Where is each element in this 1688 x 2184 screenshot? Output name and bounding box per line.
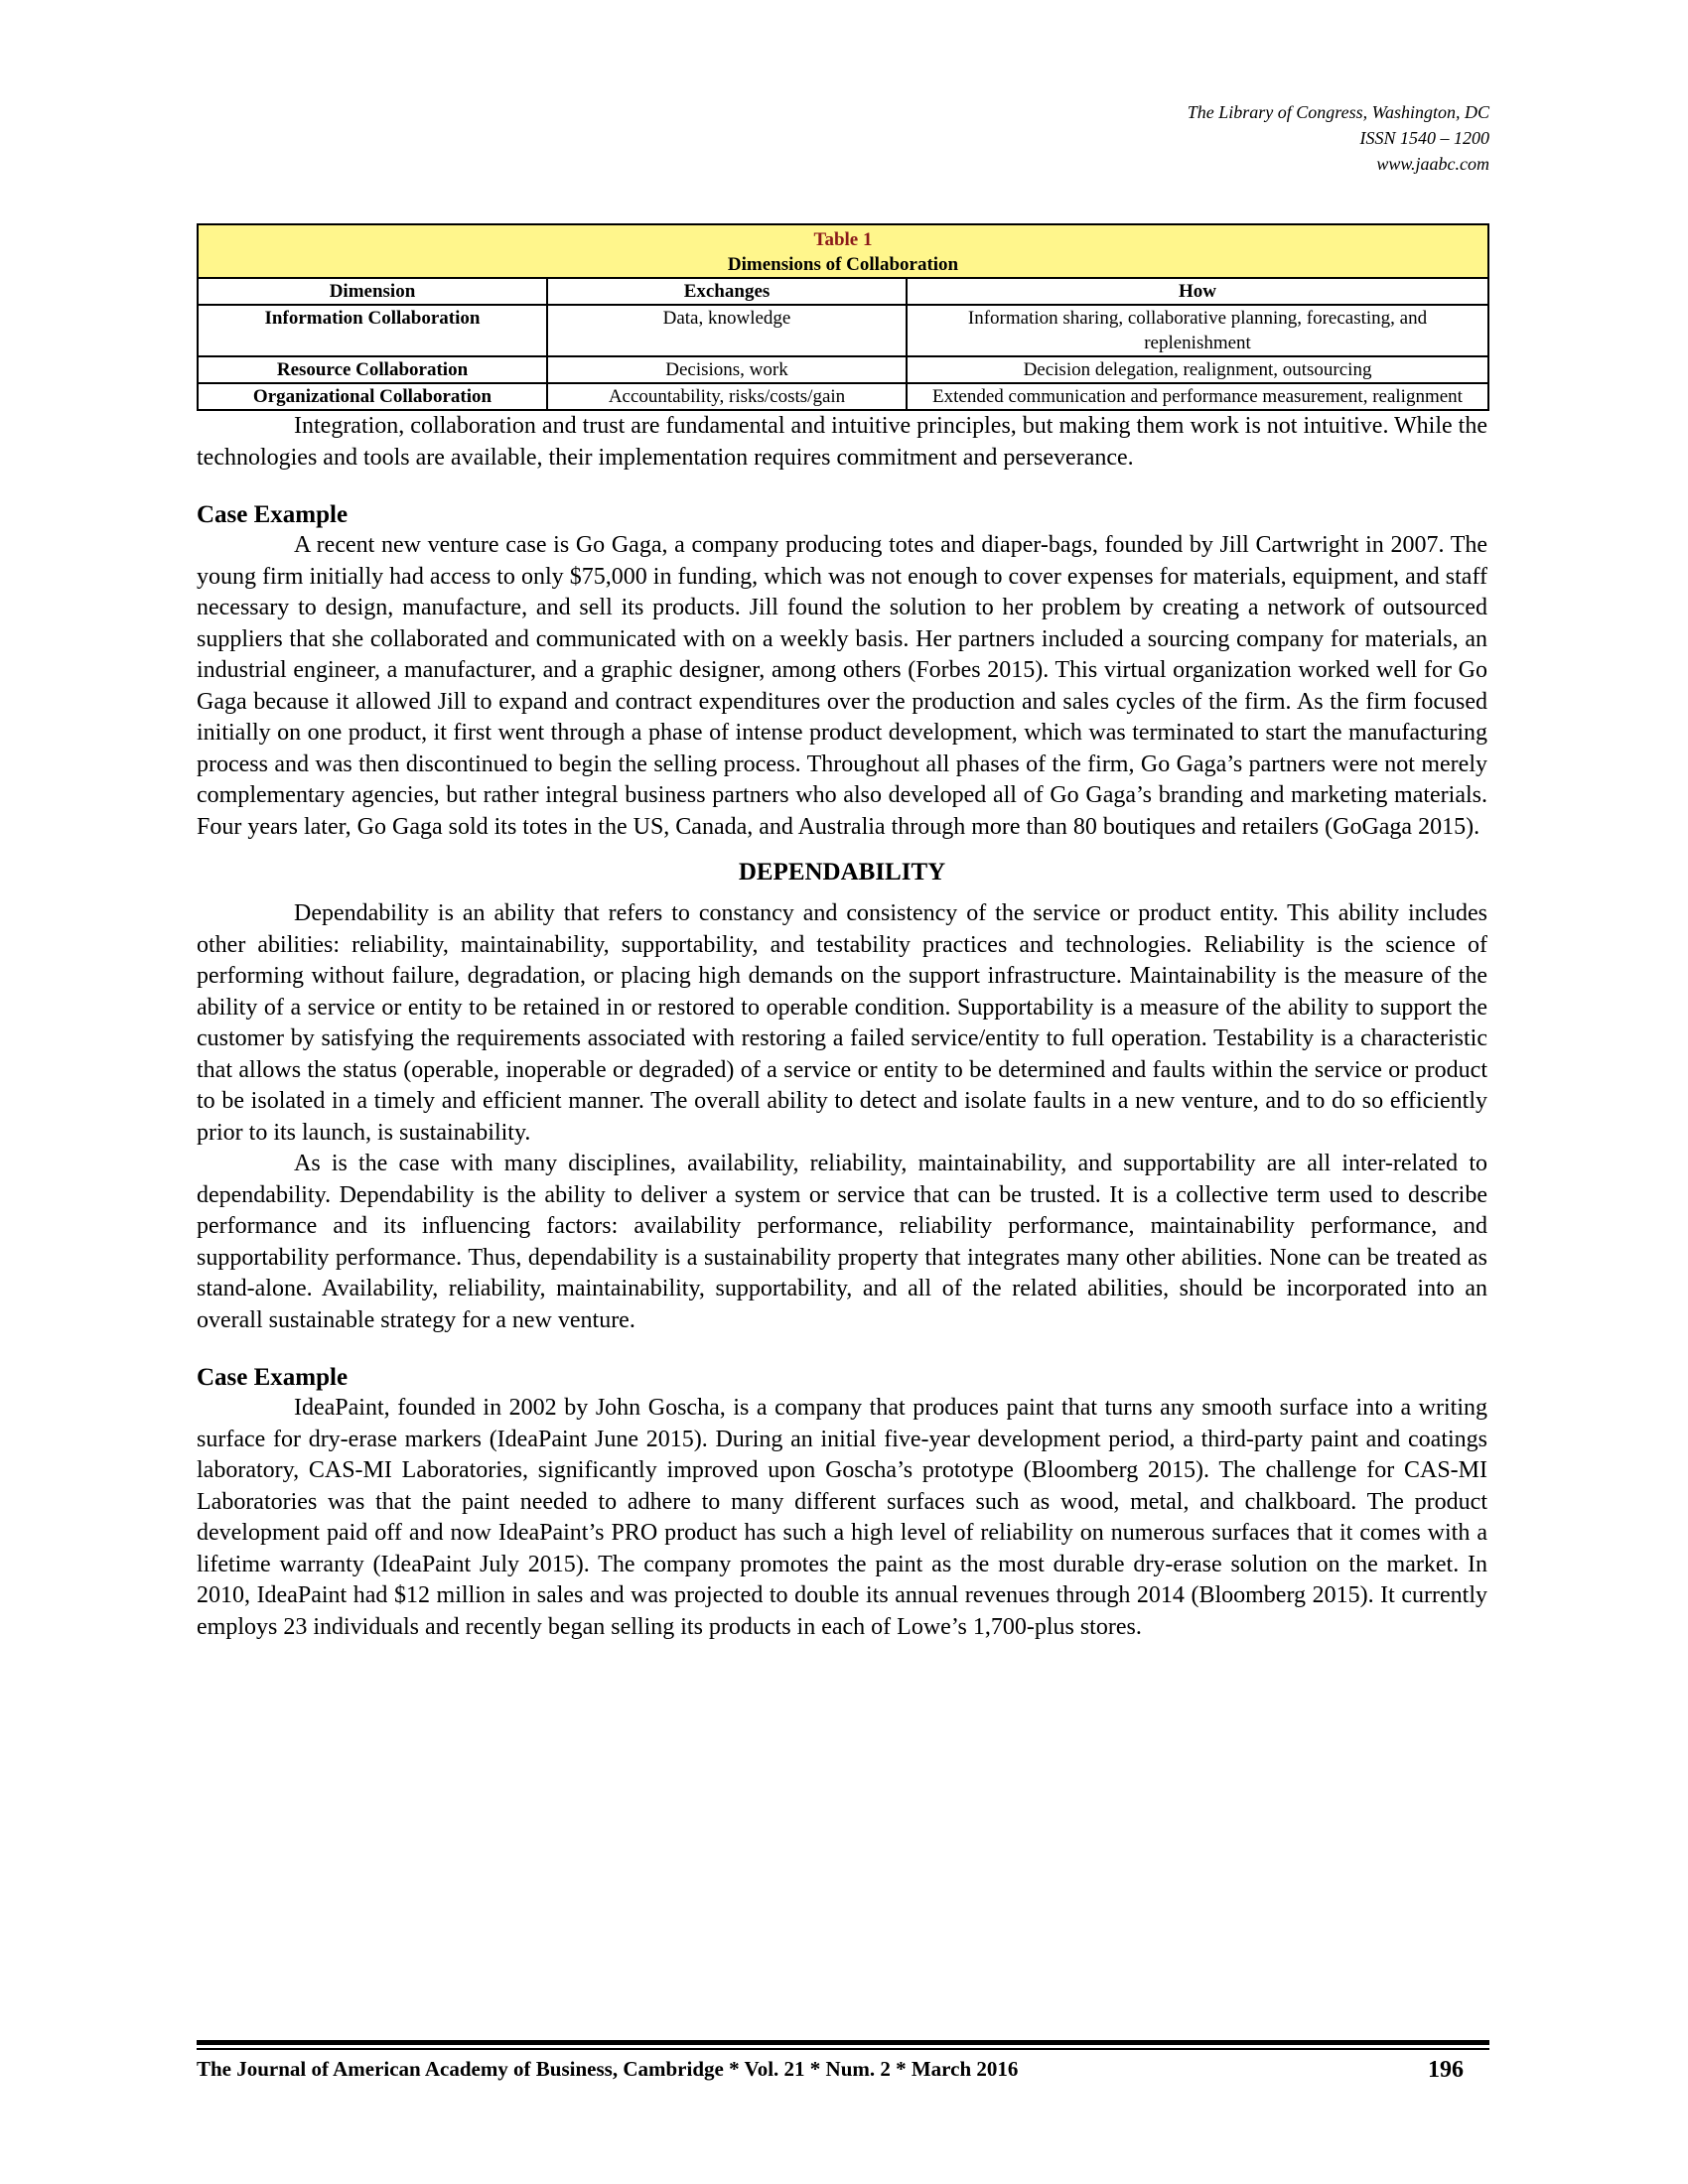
case-example-go-gaga: A recent new venture case is Go Gaga, a company producing totes and diaper-bags, founded by Jill Cartwright in 2007. The young firm initially had access to only $75,000 in funding, which was not enough to cover expenses for materials, equipment, and staff necessary to design, manufacture, and sell its products. Jill found the solution to her problem by creating a network of outsourced suppliers that she collaborated and communicated with on a weekly basis. Her partners included a sourcing company for materials, an industrial engineer, a manufacturer, and a graphic designer, among others (Forbes 2015). This virtual organization worked well for Go Gaga because it allowed Jill to expand and contract expenditures over the production and sales cycles of the firm. As the firm focused initially on one product, it first went through a phase of intense product development, which was terminated to start the manufacturing process and was then discontinued to begin the selling process. Throughout all phases of the firm, Go Gaga’s partners were not merely complementary agencies, but rather integral business partners who also developed all of Go Gaga’s branding and marketing materials. Four years later, Go Gaga sold its totes in the US, Canada, and Australia through more than 80 boutiques and retailers (GoGaga 2015).: [197, 532, 1487, 840]
header-website: www.jaabc.com: [1376, 154, 1489, 174]
section-heading-dependability: DEPENDABILITY: [738, 859, 946, 886]
table-cell: Decisions, work: [547, 356, 907, 383]
footer-rule: [197, 2048, 1489, 2050]
table-header-row: [198, 278, 1488, 305]
journal-footer: [197, 2057, 1477, 2082]
table-cell: Information sharing, collaborative planning, forecasting, and replenishment: [907, 305, 1488, 356]
table-number: Table 1: [813, 229, 873, 250]
table-cell: Data, knowledge: [547, 305, 907, 356]
footer-rule: [197, 2040, 1489, 2045]
case-example-heading: Case Example: [197, 1364, 349, 1391]
dependability-paragraph: Dependability is an ability that refers to constancy and consistency of the service or product entity. This ability includes other abilities: reliability, maintainability, supportability, and testability practices and technologies. Reliability is the science of performing without failure, degradation, or placing high demands on the support infrastructure. Maintainability is the measure of the ability of a service or entity to be retained in or restored to operable condition. Supportability is a measure of the ability to support the customer by satisfying the requirements associated with restoring a failed service/entity to full operation. Testability is a characteristic that allows the status (operable, inoperable or degraded) of a service or entity to be determined and faults within the service or product to be isolated in a timely and efficient manner. The overall ability to detect and isolate faults in a new venture, and to do so efficiently prior to its launch, is sustainability.: [197, 900, 1487, 1146]
intro-paragraph: Integration, collaboration and trust are fundamental and intuitive principles, but making them work is not intuitive. While the technologies and tools are available, their implementation requires commitment and perseverance.: [197, 413, 1487, 471]
table-cell: Accountability, risks/costs/gain: [547, 383, 907, 410]
table-title-cell: [198, 224, 1488, 278]
collaboration-table: [197, 223, 1489, 411]
running-header: [1188, 99, 1489, 177]
header-issn: ISSN 1540 – 1200: [1359, 128, 1489, 148]
table-row: [198, 305, 1488, 356]
table-row: [198, 383, 1488, 410]
table-cell: Organizational Collaboration: [198, 383, 547, 410]
dependability-paragraph: As is the case with many disciplines, availability, reliability, maintainability, and supportability are all inter-related to dependability. Dependability is the ability to deliver a system or service that can be trusted. It is a collective term used to describe performance and its influencing factors: availability performance, reliability performance, maintainability performance, and supportability performance. Thus, dependability is a sustainability property that integrates many other abilities. None can be treated as stand-alone. Availability, reliability, maintainability, supportability, and all of the related abilities, should be incorporated into an overall sustainable strategy for a new venture.: [197, 1151, 1487, 1333]
table-cell: Decision delegation, realignment, outsourcing: [907, 356, 1488, 383]
table-cell: Extended communication and performance measurement, realignment: [907, 383, 1488, 410]
case-example-heading: Case Example: [197, 501, 349, 528]
table-cell: Resource Collaboration: [198, 356, 547, 383]
page-content: [197, 223, 1487, 1643]
page-number: 196: [1428, 2057, 1464, 2083]
table-row: [198, 356, 1488, 383]
table-cell: Information Collaboration: [198, 305, 547, 356]
column-header: Dimension: [198, 278, 547, 305]
header-library: The Library of Congress, Washington, DC: [1187, 102, 1489, 122]
column-header: How: [907, 278, 1488, 305]
case-example-ideapaint: IdeaPaint, founded in 2002 by John Goscha, is a company that produces paint that turns any smooth surface into a writing surface for dry-erase markers (IdeaPaint June 2015). During an initial five-year development period, a third-party paint and coatings laboratory, CAS-MI Laboratories, significantly improved upon Goscha’s prototype (Bloomberg 2015). The challenge for CAS-MI Laboratories was that the paint needed to adhere to many different surfaces such as wood, metal, and chalkboard. The product development paid off and now IdeaPaint’s PRO product has such a high level of reliability on numerous surfaces that it comes with a lifetime warranty (IdeaPaint July 2015). The company promotes the paint as the most durable dry-erase solution on the market. In 2010, IdeaPaint had $12 million in sales and was projected to double its annual revenues through 2014 (Bloomberg 2015). It currently employs 23 individuals and recently began selling its products in each of Lowe’s 1,700-plus stores.: [197, 1395, 1487, 1640]
footer-journal-info: The Journal of American Academy of Business, Cambridge * Vol. 21 * Num. 2 * March 2016: [197, 2057, 1019, 2081]
table-caption: Dimensions of Collaboration: [727, 254, 959, 275]
column-header: Exchanges: [547, 278, 907, 305]
